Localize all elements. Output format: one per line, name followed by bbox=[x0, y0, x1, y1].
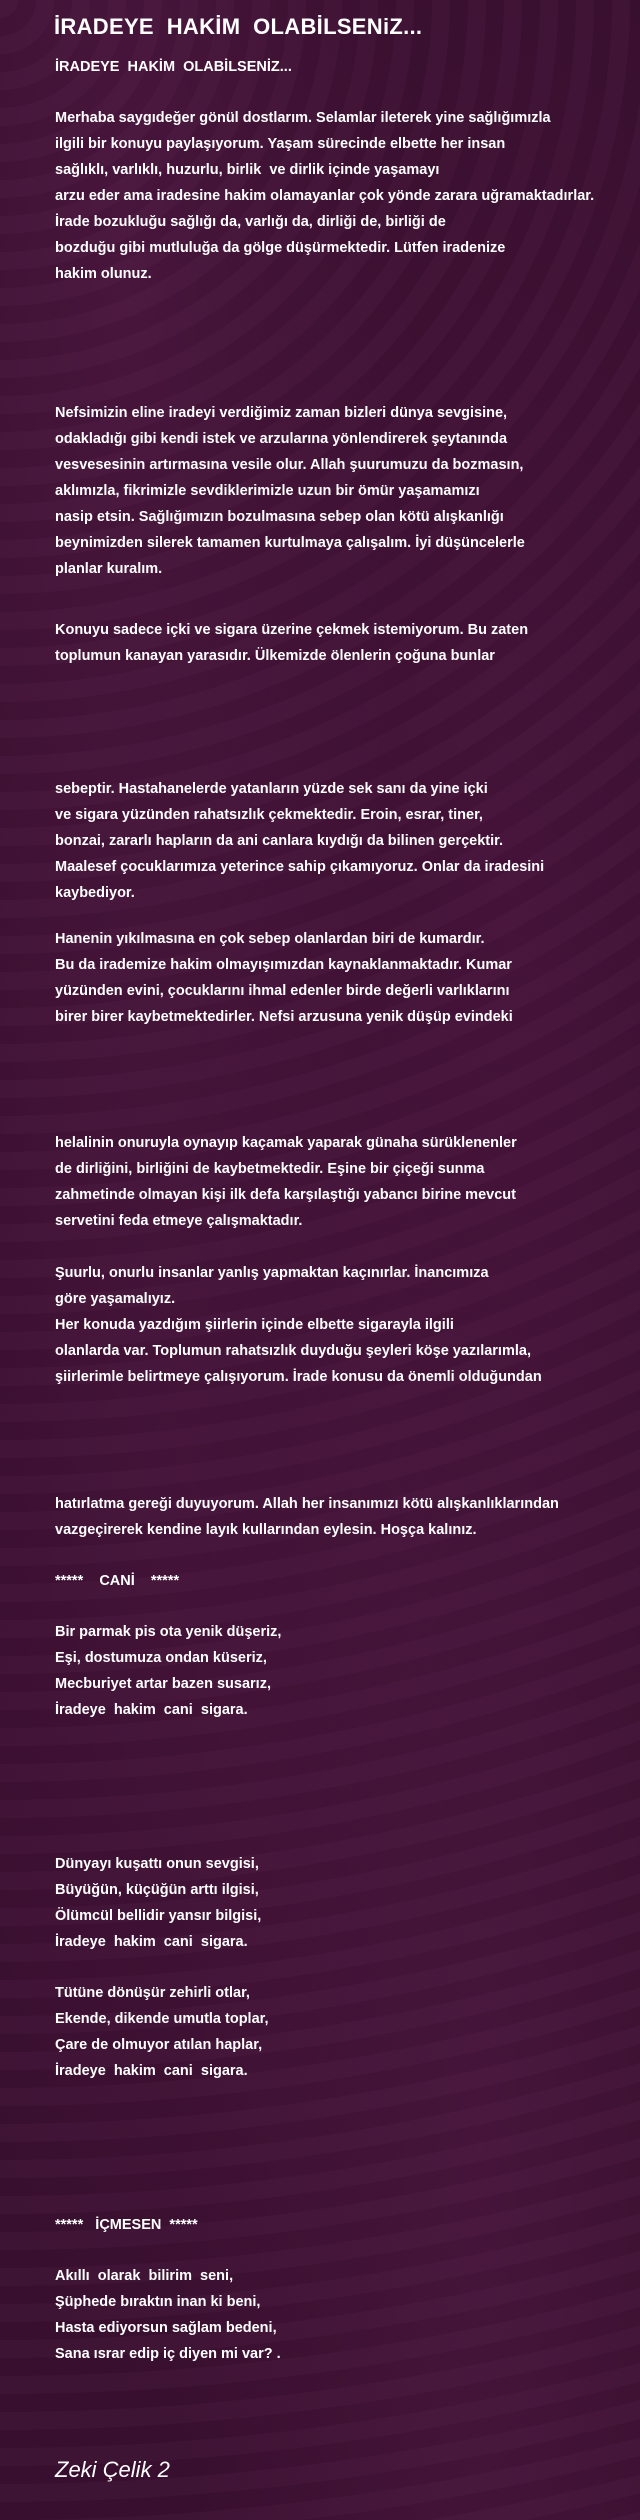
text-line: vazgeçirerek kendine layık kullarından eylesin. Hoşça kalınız. bbox=[55, 1522, 477, 1538]
text-line: planlar kuralım. bbox=[55, 561, 163, 577]
text-line: toplumun kanayan yarasıdır. Ülkemizde ölenlerin çoğuna bunlar bbox=[55, 648, 495, 664]
text-line: bozduğu gibi mutluluğa da gölge düşürmektedir. Lütfen iradenize bbox=[55, 240, 506, 256]
poem-line: Hasta ediyorsun sağlam bedeni, bbox=[55, 2320, 277, 2336]
poem-line: Bir parmak pis ota yenik düşeriz, bbox=[55, 1624, 282, 1640]
text-line: beynimizden silerek tamamen kurtulmaya çalışalım. İyi düşüncelerle bbox=[55, 535, 525, 551]
poem-title: ***** İÇMESEN ***** bbox=[55, 2217, 198, 2233]
poem-line: Mecburiyet artar bazen susarız, bbox=[55, 1676, 271, 1692]
author-signature: Zeki Çelik 2 bbox=[55, 2457, 170, 2482]
poem-line: Çare de olmuyor atılan haplar, bbox=[55, 2037, 263, 2053]
text-line: aklımızla, fikrimizle sevdiklerimizle uzun bir ömür yaşamamızı bbox=[55, 483, 480, 499]
text-line: vesvesesinin artırmasına vesile olur. Allah şuurumuzu da bozmasın, bbox=[55, 457, 524, 473]
poem-line: Sana ısrar edip iç diyen mi var? . bbox=[55, 2346, 281, 2362]
text-line: Her konuda yazdığım şiirlerin içinde elbette sigarayla ilgili bbox=[55, 1317, 454, 1333]
text-line: sağlıklı, varlıklı, huzurlu, birlik ve dirlik içinde yaşamayı bbox=[55, 162, 440, 178]
text-line: zahmetinde olmayan kişi ilk defa karşılaştığı yabancı birine mevcut bbox=[55, 1187, 516, 1203]
text-line: odakladığı gibi kendi istek ve arzularına yönlendirerek şeytanında bbox=[55, 431, 508, 447]
poem-line: İradeye hakim cani sigara. bbox=[55, 1934, 248, 1950]
text-line: yüzünden evini, çocuklarını ihmal edenler birde değerli varlıklarını bbox=[55, 983, 510, 999]
poem-line: Eşi, dostumuza ondan küseriz, bbox=[55, 1650, 267, 1666]
text-line: Nefsimizin eline iradeyi verdiğimiz zaman bizleri dünya sevgisine, bbox=[55, 405, 508, 421]
poem-line: İradeye hakim cani sigara. bbox=[55, 1702, 248, 1718]
text-line: bonzai, zararlı hapların da ani canlara kıydığı da bilinen gerçektir. bbox=[55, 833, 504, 849]
poem-line: Dünyayı kuşattı onun sevgisi, bbox=[55, 1856, 259, 1872]
text-line: kaybediyor. bbox=[55, 885, 135, 901]
poem-line: İradeye hakim cani sigara. bbox=[55, 2063, 248, 2079]
text-line: ve sigara yüzünden rahatsızlık çekmektedir. Eroin, esrar, tiner, bbox=[55, 807, 483, 823]
poem-line: Ölümcül bellidir yansır bilgisi, bbox=[55, 1908, 262, 1924]
text-line: nasip etsin. Sağlığımızın bozulmasına sebep olan kötü alışkanlığı bbox=[55, 509, 504, 525]
text-line: göre yaşamalıyız. bbox=[55, 1291, 176, 1307]
text-line: servetini feda etmeye çalışmaktadır. bbox=[55, 1213, 303, 1229]
text-line: İrade bozukluğu sağlığı da, varlığı da, dirliği de, birliği de bbox=[55, 214, 446, 230]
poem-line: Tütüne dönüşür zehirli otlar, bbox=[55, 1985, 250, 2001]
text-line: arzu eder ama iradesine hakim olamayanlar çok yönde zarara uğramaktadırlar. bbox=[55, 188, 595, 204]
page-title: İRADEYE HAKİM OLABİLSENiZ... bbox=[54, 14, 423, 39]
poem-line: Büyüğün, küçüğün arttı ilgisi, bbox=[55, 1882, 259, 1898]
text-line: sebeptir. Hastahanelerde yatanların yüzde sek sanı da yine içki bbox=[55, 781, 488, 797]
text-line: de dirliğini, birliğini de kaybetmektedir. Eşine bir çiçeği sunma bbox=[55, 1161, 485, 1177]
text-line: şiirlerimle belirtmeye çalışıyorum. İrade konusu da önemli olduğundan bbox=[55, 1369, 542, 1385]
text-line: ilgili bir konuyu paylaşıyorum. Yaşam sürecinde elbette her insan bbox=[55, 136, 506, 152]
poem-line: Şüphede bıraktın inan ki beni, bbox=[55, 2294, 261, 2310]
poem-line: Akıllı olarak bilirim seni, bbox=[55, 2268, 234, 2284]
text-line: hakim olunuz. bbox=[55, 266, 152, 282]
text-line: birer birer kaybetmektedirler. Nefsi arzusuna yenik düşüp evindeki bbox=[55, 1009, 513, 1025]
text-line: helalinin onuruyla oynayıp kaçamak yaparak günaha sürüklenenler bbox=[55, 1135, 517, 1151]
text-line: olanlarda var. Toplumun rahatsızlık duyduğu şeyleri köşe yazılarımla, bbox=[55, 1343, 531, 1359]
poem-title: ***** CANİ ***** bbox=[55, 1573, 180, 1589]
text-line: Hanenin yıkılmasına en çok sebep olanlardan biri de kumardır. bbox=[55, 931, 485, 947]
text-line: Bu da irademize hakim olmayışımızdan kaynaklanmaktadır. Kumar bbox=[55, 957, 512, 973]
text-line: Konuyu sadece içki ve sigara üzerine çekmek istemiyorum. Bu zaten bbox=[55, 622, 529, 638]
text-line: hatırlatma gereği duyuyorum. Allah her insanımızı kötü alışkanlıklarından bbox=[55, 1496, 559, 1512]
text-line: Merhaba saygıdeğer gönül dostlarım. Selamlar ileterek yine sağlığımızla bbox=[55, 110, 551, 126]
text-line: Maalesef çocuklarımıza yeterince sahip çıkamıyoruz. Onlar da iradesini bbox=[55, 859, 545, 875]
subtitle: İRADEYE HAKİM OLABİLSENİZ... bbox=[55, 59, 292, 75]
text-line: Şuurlu, onurlu insanlar yanlış yapmaktan kaçınırlar. İnancımıza bbox=[55, 1265, 489, 1281]
poem-line: Ekende, dikende umutla toplar, bbox=[55, 2011, 269, 2027]
